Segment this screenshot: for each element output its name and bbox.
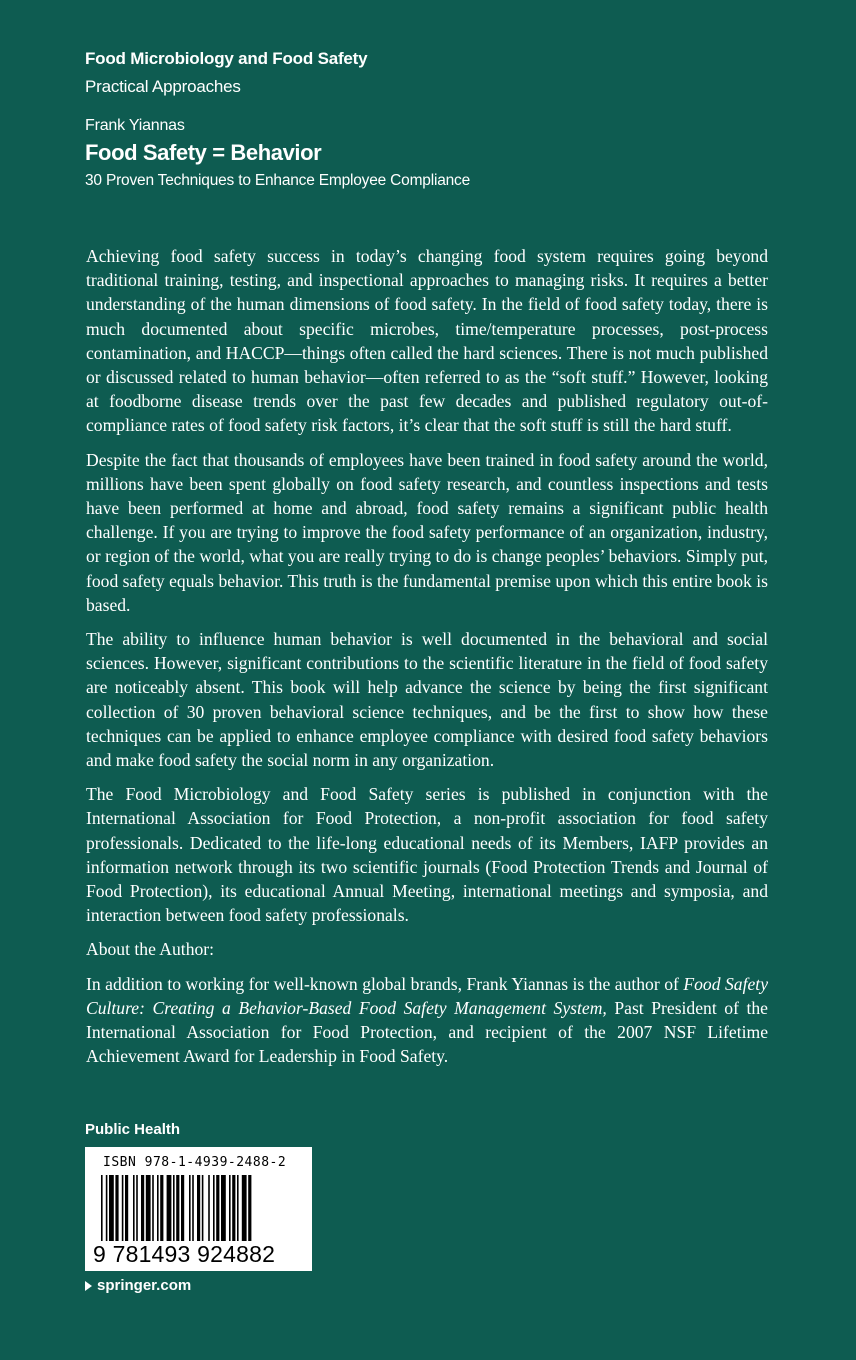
barcode-bar	[189, 1175, 191, 1241]
about-text-before: In addition to working for well-known global brands, Frank Yiannas is the author of	[86, 973, 684, 994]
author-name: Frank Yiannas	[85, 117, 185, 134]
cover-header	[85, 48, 785, 192]
barcode-bar	[106, 1175, 108, 1241]
subject-category: Public Health	[85, 1121, 181, 1138]
website-label: springer.com	[97, 1277, 192, 1294]
barcode-bar	[152, 1175, 154, 1241]
barcode-bar	[176, 1175, 179, 1241]
barcode-bar	[125, 1175, 128, 1241]
barcode-bar	[221, 1175, 226, 1241]
about-text-after: Past President of the International Association for Food Protection, and recipient of the 2007 NSF Lifetime Achievement Award for Leadership in Food Safety.	[86, 997, 768, 1067]
barcode-bar	[197, 1175, 200, 1241]
barcode-bar	[157, 1175, 159, 1241]
barcode-bar	[213, 1175, 215, 1241]
isbn-label: ISBN 978-1-4939-2488-2	[103, 1155, 287, 1170]
barcode-bar	[208, 1175, 210, 1241]
barcode-bar	[216, 1175, 219, 1241]
barcode-bar	[181, 1175, 184, 1241]
description-paragraph: Despite the fact that thousands of employees have been trained in food safety around the world, millions have been spent globally on food safety research, and countless inspections and tests have been performed at home and abroad, food safety remains a significant public health challenge. If you are trying to improve the food safety performance of an organization, industry, or region of the world, what you are really trying to do is change peoples’ behaviors. Simply put, food safety equals behavior. This truth is the fundamental premise upon which this entire book is based.	[86, 449, 768, 615]
barcode-bar	[192, 1175, 194, 1241]
barcode-bar	[202, 1175, 204, 1241]
barcode-bars	[101, 1175, 297, 1241]
barcode-bar	[160, 1175, 163, 1241]
barcode-bar	[146, 1175, 151, 1241]
description-paragraph: Achieving food safety success in today’s changing food system requires going beyond traditional training, testing, and inspectional approaches to managing risks. It requires a better understanding of the human dimensions of food safety. In the field of food safety today, there is much documented about specific microbes, time/temperature processes, post-process contamination, and HACCP—things often called the hard sciences. There is not much published or discussed related to human behavior—often referred to as the “soft stuff.” However, looking at foodborne disease trends over the past few decades and published regulatory out-of-compliance rates of food safety risk factors, it’s clear that the soft stuff is still the hard stuff.	[86, 246, 768, 436]
barcode-bar	[232, 1175, 235, 1241]
referenced-book-title: Food Safety Culture: Creating a Behavior-Based Food Safety Management System,	[86, 973, 768, 1018]
barcode-digits: 9 781493 924882	[93, 1241, 276, 1267]
book-title: Food Safety = Behavior	[85, 140, 322, 165]
description-paragraph: The ability to influence human behavior is well documented in the behavioral and social sciences. However, significant contributions to the scientific literature in the field of food safety are noticeably absent. This book will help advance the science by being the first significant collection of 30 proven behavioral science techniques, and be the first to show how these techniques can be applied to enhance employee compliance with desired food safety behaviors and make food safety the social norm in any organization.	[86, 629, 768, 771]
description-body	[86, 244, 768, 1079]
barcode-bar	[133, 1175, 135, 1241]
barcode-bar	[109, 1175, 114, 1241]
book-subtitle: 30 Proven Techniques to Enhance Employee Compliance	[85, 172, 471, 189]
barcode-bar	[237, 1175, 239, 1241]
barcode-bar	[115, 1175, 118, 1241]
publisher-website[interactable]	[85, 1276, 191, 1296]
barcode-bar	[141, 1175, 144, 1241]
barcode-bar	[122, 1175, 124, 1241]
about-author-label: About the Author:	[86, 939, 215, 960]
arrow-right-icon	[85, 1281, 92, 1291]
barcode-bar	[101, 1175, 103, 1241]
barcode-bar	[173, 1175, 175, 1241]
about-author-text	[86, 972, 768, 1069]
description-paragraph: The Food Microbiology and Food Safety series is published in conjunction with the International Association for Food Protection, a non-profit association for food safety professionals. Dedicated to the life-long educational needs of its Members, IAFP provides an information network through its two scientific journals (Food Protection Trends and Journal of Food Protection), its educational Annual Meeting, international meetings and symposia, and interaction between food safety professionals.	[86, 784, 768, 926]
about-author-section	[86, 937, 768, 1068]
barcode-bar	[229, 1175, 231, 1241]
isbn-barcode	[85, 1147, 312, 1271]
barcode-bar	[167, 1175, 172, 1241]
barcode-bar	[248, 1175, 251, 1241]
series-title: Food Microbiology and Food Safety	[85, 49, 368, 68]
barcode-bar	[242, 1175, 247, 1241]
barcode-bar	[136, 1175, 138, 1241]
series-subtitle: Practical Approaches	[85, 77, 241, 96]
